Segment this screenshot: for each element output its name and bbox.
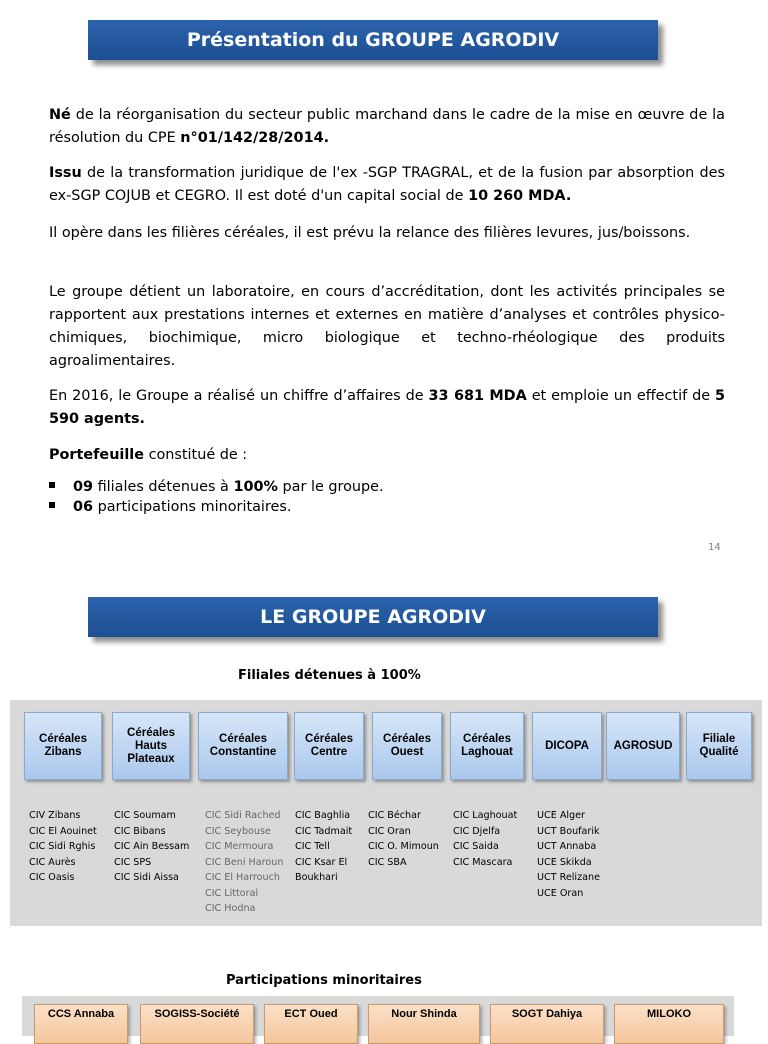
unit-item: UCE Skikda [537,856,592,868]
b1-bold-count: 09 [73,479,94,495]
box-filiale-qualite: Filiale Qualité [686,712,752,780]
box-cereales-zibans: Céréales Zibans [24,712,102,780]
p2-bold-issu: Issu [49,165,82,181]
unit-item: CIC Oasis [29,872,75,883]
unit-item: CIC Mermoura [205,841,274,852]
box-dicopa: DICOPA [532,712,602,780]
p5-text1: En 2016, le Groupe a réalisé un chiffre d’affaires de [49,388,429,404]
slide1-title-banner [88,20,658,60]
b2-bold-count: 06 [73,499,94,515]
paragraph-chiffre-affaires [49,385,725,431]
unit-item: CIC Saida [453,841,499,852]
unit-item: CIC El Aouinet [29,825,97,837]
unit-item: CIC Sidi Rached [205,810,281,821]
p6-bold-portefeuille: Portefeuille [49,447,144,463]
units-laghouat [453,808,517,870]
paragraph-filieres: Il opère dans les filières céréales, il est prévu la relance des filières levures, jus/boissons. [49,225,691,241]
slide2-title-banner [88,597,658,637]
unit-item: CIC Ain Bessam [114,841,190,852]
p1-bold-resolution: n°01/142/28/2014. [180,130,330,146]
box-cereales-hauts-plateaux: Céréales Hauts Plateaux [112,712,190,780]
box-cereales-laghouat: Céréales Laghouat [450,712,524,780]
unit-item: CIC O. Mimoun [368,841,439,852]
unit-item: CIC Djelfa [453,825,501,837]
p6-text: constitué de : [144,447,248,463]
unit-item: CIC Sidi Rghis [29,841,96,852]
paragraph-issu [49,162,725,208]
p2-text: de la transformation juridique de l'ex -SGP TRAGRAL, et de la fusion par absorption des ex-SGP COJUB et CEGRO. Il est doté d'un capital social de [49,165,725,204]
b2-text: participations minoritaires. [93,499,292,515]
units-hauts-plateaux [114,808,189,886]
unit-item: CIC Laghouat [453,810,518,821]
box-cereales-centre: Céréales Centre [294,712,364,780]
units-ouest [368,808,439,870]
p1-bold-ne: Né [49,107,71,123]
participations-panel [22,996,734,1036]
b1-bold-percent: 100% [233,479,278,495]
bullet-square-icon [49,482,55,488]
unit-item: CIC Béchar [368,810,421,821]
unit-item: CIC Littoral [205,887,259,899]
unit-item: UCE Oran [537,887,584,899]
paragraph-laboratoire: Le groupe détient un laboratoire, en cours d’accréditation, dont les activités principales se rapportent aux prestations internes et externes en matière d’analyses et contrôles physico-chimiques, biochimique, micro biologique et techno-rhéologique des produits agroalimentaires. [49,284,725,369]
filiales-heading: Filiales détenues à 100% [238,668,421,683]
unit-item: UCT Annaba [537,841,597,852]
paragraph-ne [49,104,725,150]
unit-item: CIC Hodna [205,903,256,914]
unit-item: Boukhari [295,872,338,883]
unit-item: UCT Relizane [537,872,600,883]
unit-item: CIC Seybouse [205,825,271,837]
unit-item: CIC Tell [295,841,330,852]
box-cereales-ouest: Céréales Ouest [372,712,442,780]
unit-item: CIC Sidi Aissa [114,872,179,883]
p2-bold-capital: 10 260 MDA. [468,188,572,204]
unit-item: CIV Zibans [29,810,81,821]
units-dicopa [537,808,600,901]
filiales-panel [10,700,762,926]
box-participation-6: MILOKO [614,1004,724,1044]
unit-item: CIC SPS [114,856,152,868]
box-participation-4: Nour Shinda [368,1004,480,1044]
box-participation-5: SOGT Dahiya [490,1004,604,1044]
participations-heading: Participations minoritaires [226,973,422,988]
page-number: 14 [708,542,721,553]
unit-item: CIC Aurès [29,856,76,868]
unit-item: CIC Baghlia [295,810,351,821]
slide1-title: Présentation du GROUPE AGRODIV [186,29,560,51]
box-agrosud: AGROSUD [606,712,680,780]
unit-item: CIC Soumam [114,810,176,821]
box-cereales-constantine: Céréales Constantine [198,712,288,780]
box-participation-3: ECT Oued [264,1004,358,1044]
unit-item: CIC Tadmait [295,825,353,837]
unit-item: CIC Beni Haroun [205,856,284,868]
box-participation-2: SOGISS-Société [140,1004,254,1044]
p5-bold-ca: 33 681 MDA [428,388,527,404]
unit-item: CIC Bibans [114,825,166,837]
bullet-square-icon [49,502,55,508]
unit-item: CIC Oran [368,825,411,837]
unit-item: CIC El Harrouch [205,872,280,883]
p5-text2: et emploie un effectif de [526,388,715,404]
unit-item: CIC Ksar El [295,856,348,868]
b1-text1: filiales détenues à [93,479,234,495]
unit-item: UCT Boufarik [537,825,600,837]
p5-bold-agents: 5 590 agents. [49,388,726,427]
slide2-title: LE GROUPE AGRODIV [260,606,486,628]
p1-text: de la réorganisation du secteur public marchand dans le cadre de la mise en œuvre de la résolution du CPE [49,107,725,146]
unit-item: CIC Mascara [453,856,513,868]
unit-item: CIC SBA [368,856,407,868]
bullet-filiales [49,477,384,497]
units-zibans [29,808,97,886]
b1-text2: par le groupe. [277,479,384,495]
box-participation-1: CCS Annaba [34,1004,128,1044]
paragraph-portefeuille [49,444,725,467]
units-centre [295,808,352,886]
units-constantine [205,808,283,917]
bullet-participations [49,497,291,517]
unit-item: UCE Alger [537,810,585,821]
